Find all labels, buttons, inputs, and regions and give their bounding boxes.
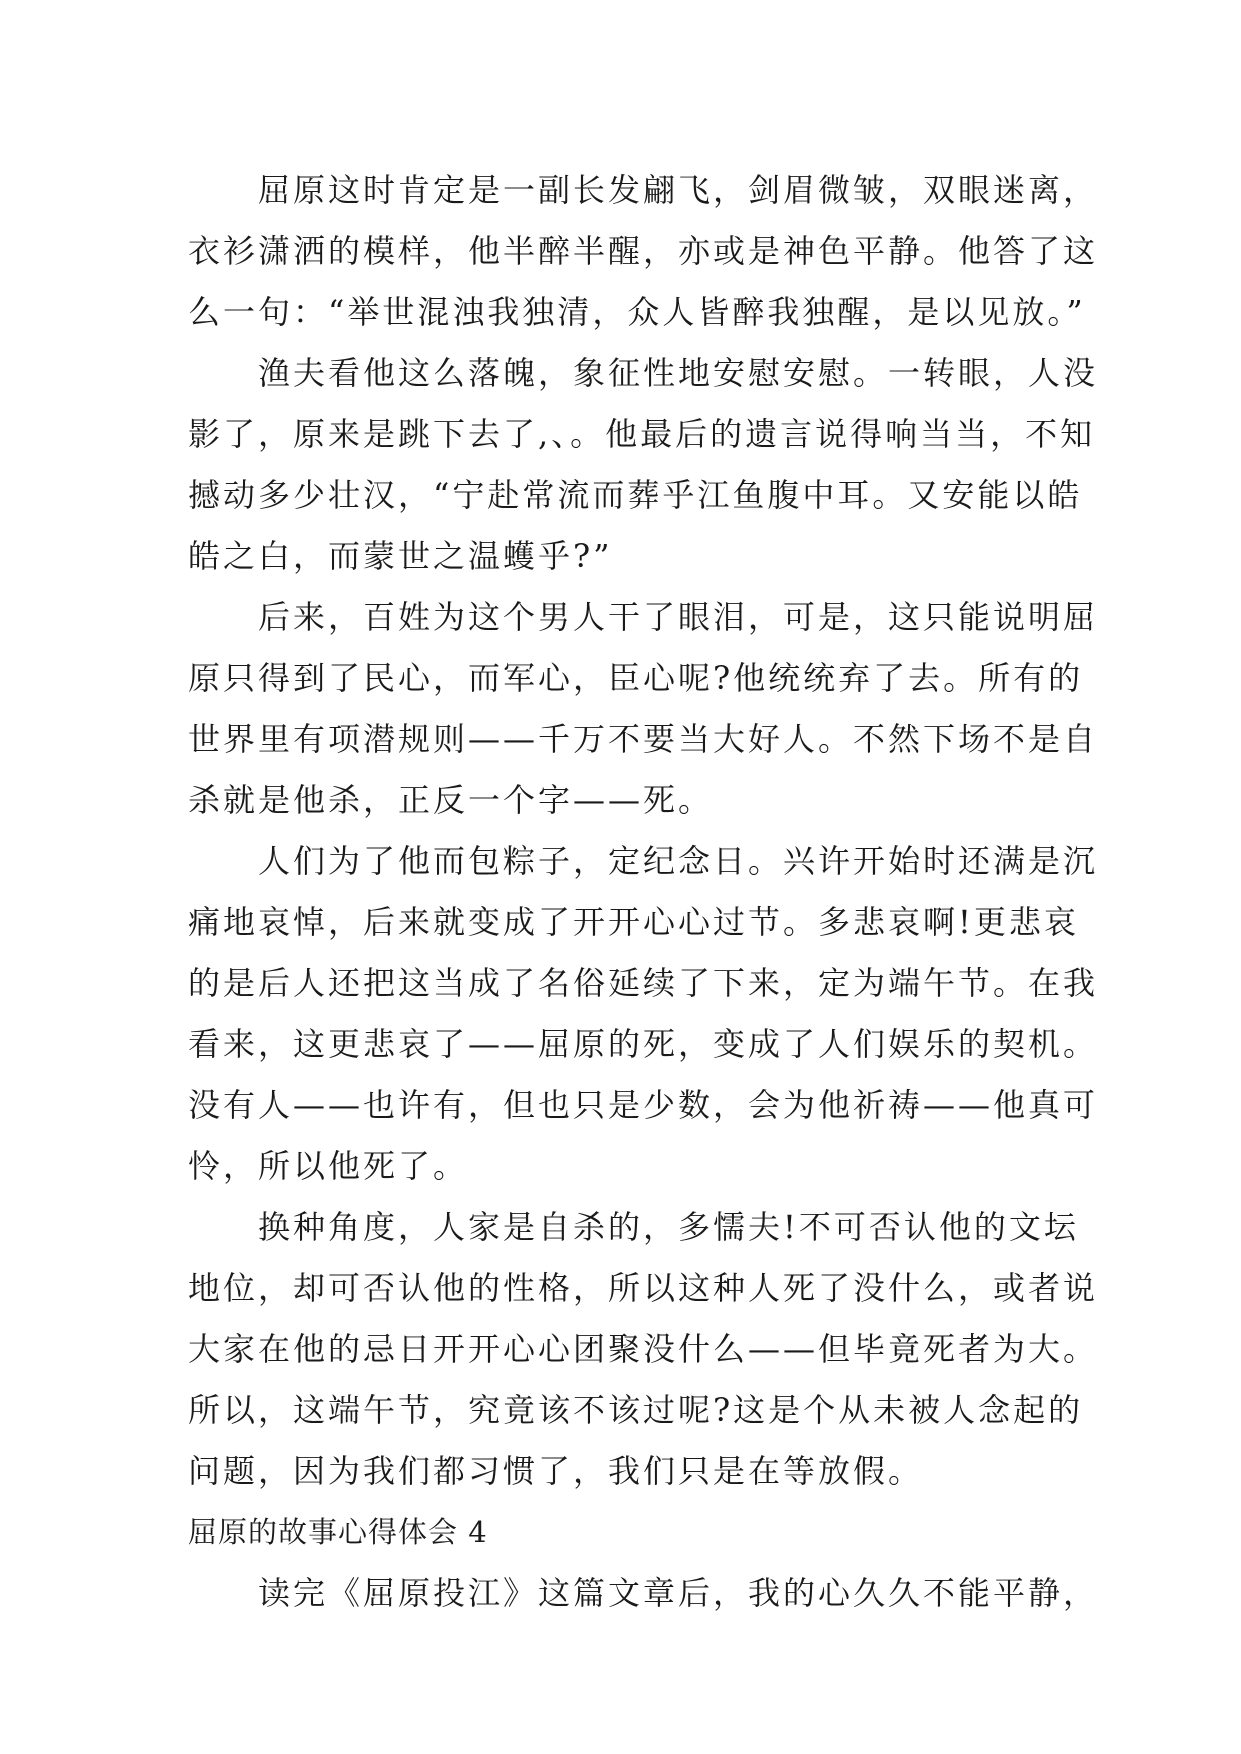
paragraph-line: 影了，原来是跳下去了,、。他最后的遗言说得响当当，不知 bbox=[188, 415, 1096, 453]
paragraph-line: 杀就是他杀，正反一个字——死。 bbox=[188, 781, 714, 819]
paragraph-line: 痛地哀悼，后来就变成了开开心心过节。多悲哀啊!更悲哀 bbox=[188, 903, 1079, 941]
paragraph bbox=[188, 1563, 1099, 1624]
paragraph-line: 问题，因为我们都习惯了，我们只是在等放假。 bbox=[188, 1452, 924, 1490]
paragraph-line: 怜，所以他死了。 bbox=[188, 1147, 469, 1185]
paragraph bbox=[188, 831, 1099, 1197]
paragraph-line: 换种角度，人家是自杀的，多懦夫!不可否认他的文坛 bbox=[258, 1208, 1079, 1246]
paragraph bbox=[188, 1197, 1099, 1502]
paragraph-line: 的是后人还把这当成了名俗延续了下来，定为端午节。在我 bbox=[188, 964, 1099, 1002]
paragraph-line: 地位，却可否认他的性格，所以这种人死了没什么，或者说 bbox=[188, 1269, 1099, 1307]
paragraph-line: 撼动多少壮汉，“宁赴常流而葬乎江鱼腹中耳。又安能以皓 bbox=[188, 476, 1083, 514]
paragraph-line: 渔夫看他这么落魄，象征性地安慰安慰。一转眼，人没 bbox=[258, 354, 1099, 392]
paragraph-line: 原只得到了民心，而军心，臣心呢?他统统弃了去。所有的 bbox=[188, 659, 1084, 697]
paragraph-line: 看来，这更悲哀了——屈原的死，变成了人们娱乐的契机。 bbox=[188, 1025, 1099, 1063]
paragraph-line: 么一句：“举世混浊我独清，众人皆醉我独醒，是以见放。” bbox=[188, 293, 1086, 331]
paragraph bbox=[188, 160, 1099, 343]
paragraph-line: 所以，这端午节，究竟该不该过呢?这是个从未被人念起的 bbox=[188, 1391, 1084, 1429]
paragraph-line: 人们为了他而包粽子，定纪念日。兴许开始时还满是沉 bbox=[258, 842, 1099, 880]
paragraph-line: 屈原这时肯定是一副长发翩飞，剑眉微皱，双眼迷离， bbox=[258, 171, 1099, 209]
paragraph-line: 读完《屈原投江》这篇文章后，我的心久久不能平静， bbox=[258, 1574, 1099, 1612]
paragraph-line: 世界里有项潜规则——千万不要当大好人。不然下场不是自 bbox=[188, 720, 1099, 758]
paragraph bbox=[188, 343, 1099, 587]
section-heading: 屈原的故事心得体会 4 bbox=[188, 1515, 488, 1549]
paragraph-line: 皓之白，而蒙世之温蠖乎?” bbox=[188, 537, 613, 575]
document-body bbox=[188, 160, 1099, 1624]
paragraph-line: 衣衫潇洒的模样，他半醉半醒，亦或是神色平静。他答了这 bbox=[188, 232, 1099, 270]
paragraph bbox=[188, 587, 1099, 831]
paragraph-line: 后来，百姓为这个男人干了眼泪，可是，这只能说明屈 bbox=[258, 598, 1099, 636]
paragraph-line: 大家在他的忌日开开心心团聚没什么——但毕竟死者为大。 bbox=[188, 1330, 1099, 1368]
paragraph-line: 没有人——也许有，但也只是少数，会为他祈祷——他真可 bbox=[188, 1086, 1099, 1124]
